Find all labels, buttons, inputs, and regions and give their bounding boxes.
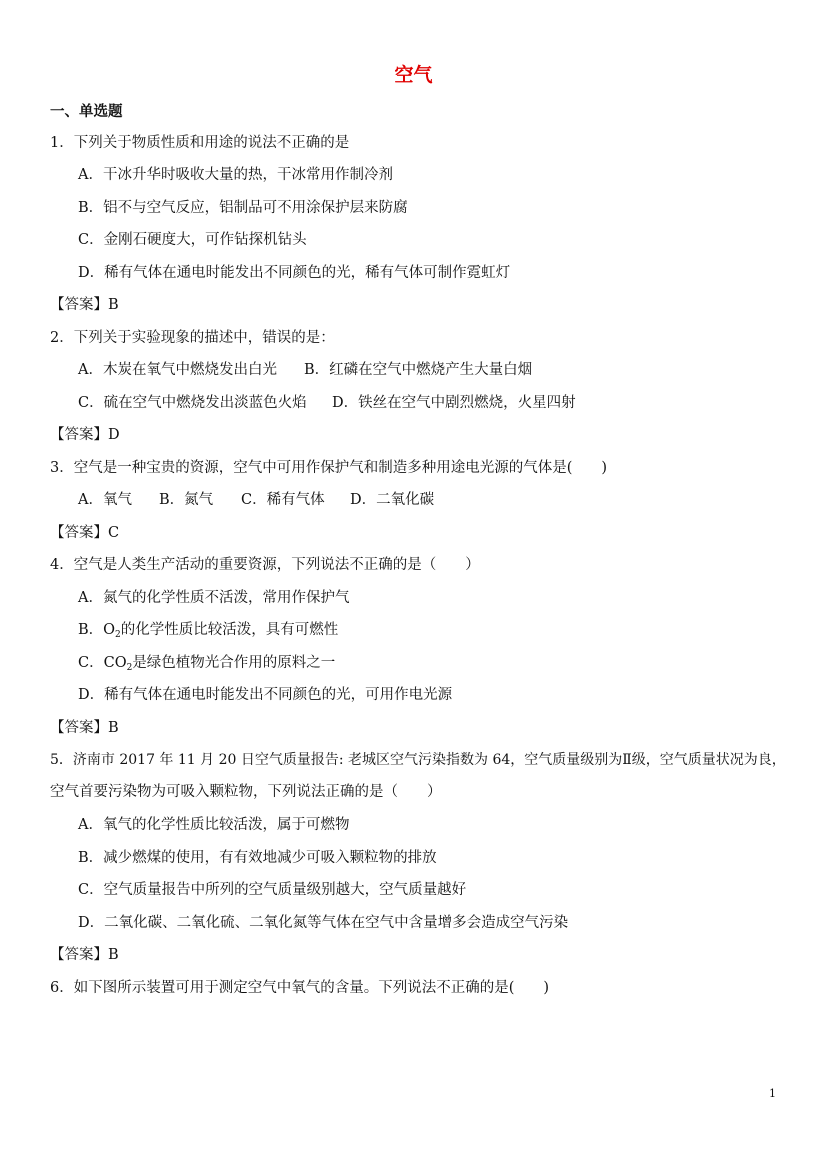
question-2-options-ab [78,360,532,380]
question-3-option-d: D．二氧化碳 [350,492,435,508]
question-5-stem-line-2: 空气首要污染物为可吸入颗粒物，下列说法正确的是（ ） [50,784,442,800]
question-5-option-d: D．二氧化碳、二氧化硫、二氧化氮等气体在空气中含量增多会造成空气污染 [78,915,569,931]
question-3-options [78,490,434,510]
question-6-stem: 6．如下图所示装置可用于测定空气中氧气的含量。下列说法不正确的是( ) [50,980,550,996]
question-1-option-d: D．稀有气体在通电时能发出不同颜色的光，稀有气体可制作霓虹灯 [78,265,511,281]
question-5-stem-line-1: 5．济南市 2017 年 11 月 20 日空气质量报告: 老城区空气污染指数为 64，空气质量级别为Ⅱ级，空气质量状况为良， [50,752,786,768]
question-2-stem: 2．下列关于实验现象的描述中，错误的是： [50,330,335,346]
question-2-answer: 【答案】D [50,427,120,443]
question-2-option-b: B．红磷在空气中燃烧产生大量白烟 [304,362,533,378]
question-1-option-b: B．铝不与空气反应，铝制品可不用涂保护层来防腐 [78,200,408,216]
question-2-options-cd [78,393,576,413]
question-2-option-c: C．硫在空气中燃烧发出淡蓝色火焰 [78,395,307,411]
question-4-option-a: A．氮气的化学性质不活泼，常用作保护气 [78,590,350,606]
question-3-stem: 3．空气是一种宝贵的资源，空气中可用作保护气和制造多种用途电光源的气体是( ) [50,460,608,476]
question-4-stem: 4．空气是人类生产活动的重要资源，下列说法不正确的是（ ） [50,557,480,573]
question-1-answer: 【答案】B [50,297,119,313]
question-4-option-d: D．稀有气体在通电时能发出不同颜色的光，可用作电光源 [78,687,453,703]
page-title: 空气 [394,64,433,86]
question-4-answer: 【答案】B [50,720,119,736]
question-2-option-d: D．铁丝在空气中剧烈燃烧，火星四射 [332,395,576,411]
question-3-option-b: B．氮气 [159,492,214,508]
page-number: 1 [769,1087,776,1100]
question-3-option-a: A．氧气 [78,492,132,508]
question-5-option-c: C．空气质量报告中所列的空气质量级别越大，空气质量越好 [78,882,467,898]
question-1-option-a: A．干冰升华时吸收大量的热，干冰常用作制冷剂 [78,167,393,183]
question-4-option-b: B．$O_2$的化学性质比较活泼，具有可燃性 [78,622,339,640]
question-2-option-a: A．木炭在氧气中燃烧发出白光 [78,362,277,378]
question-5-option-a: A．氧气的化学性质比较活泼，属于可燃物 [78,817,350,833]
section-heading: 一、单选题 [50,104,123,120]
question-4-option-c: C．$CO_2$是绿色植物光合作用的原料之一 [78,655,336,673]
question-1-stem: 1．下列关于物质性质和用途的说法不正确的是 [50,135,350,151]
question-3-option-c: C．稀有气体 [241,492,325,508]
question-1-option-c: C．金刚石硬度大，可作钻探机钻头 [78,232,307,248]
question-3-answer: 【答案】C [50,525,120,541]
question-5-option-b: B．减少燃煤的使用，有有效地减少可吸入颗粒物的排放 [78,850,437,866]
question-5-answer: 【答案】B [50,947,119,963]
